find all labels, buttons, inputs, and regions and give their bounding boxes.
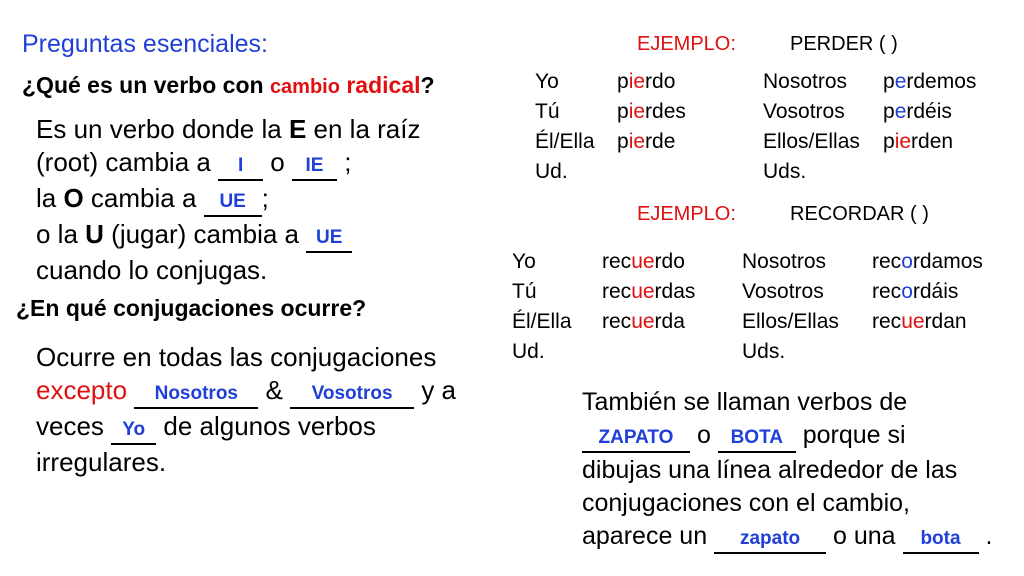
answer-vosotros: Vosotros — [290, 377, 414, 410]
text: (jugar) cambia a — [103, 219, 307, 249]
verb-form — [872, 307, 967, 336]
question-conjugaciones: ¿En qué conjugaciones ocurre? — [16, 295, 367, 321]
stem-change: ue — [901, 310, 925, 333]
verb-form — [872, 277, 958, 306]
text: ; — [337, 147, 352, 177]
stem-change: ue — [631, 250, 655, 273]
occurs-line-4: irregulares. — [36, 447, 167, 477]
stem-change: ie — [894, 130, 912, 153]
text: ; — [261, 183, 269, 213]
verb-part: rdo — [645, 70, 676, 93]
answer-yo: Yo — [111, 413, 156, 446]
stem-change: ie — [628, 70, 646, 93]
answer-bota: bota — [903, 522, 979, 555]
pronoun: Tú — [535, 100, 560, 123]
bottom-line-4: conjugaciones con el cambio, — [582, 489, 910, 517]
conjugation-row — [512, 307, 1017, 337]
q1-pre: ¿Qué es un verbo con — [22, 72, 270, 98]
pronoun: Yo — [512, 250, 536, 273]
stem-change: ie — [628, 100, 646, 123]
occurs-line-3 — [36, 410, 456, 446]
verb-part: p — [883, 70, 895, 93]
example-1-verb: PERDER ( ) — [790, 33, 898, 55]
explain-line-1 — [36, 113, 420, 146]
answer-ue-1: UE — [204, 185, 262, 218]
verb-part: rec — [602, 280, 632, 303]
verb-form — [602, 247, 685, 276]
conjugation-row — [535, 157, 1015, 187]
verb-form — [602, 307, 685, 336]
q1-radical: radical — [339, 72, 421, 98]
pronoun: Ellos/Ellas — [763, 130, 860, 153]
verb-part: rec — [872, 310, 902, 333]
verb-form — [617, 67, 675, 96]
verb-part: p — [617, 100, 629, 123]
verb-part: rden — [911, 130, 954, 153]
text: o — [690, 421, 718, 449]
answer-zapato: zapato — [714, 522, 826, 555]
answer-ie: IE — [292, 149, 337, 182]
explanation-block — [36, 113, 420, 287]
occurs-line-2 — [36, 374, 456, 410]
conjugation-row — [535, 127, 1015, 157]
conjugation-row — [512, 277, 1017, 307]
verb-form — [872, 247, 983, 276]
verb-part: rdas — [654, 280, 696, 303]
text: & — [258, 375, 291, 405]
bottom-line-2 — [582, 419, 992, 454]
letter-o: O — [63, 183, 84, 213]
answer-bota-caps: BOTA — [718, 421, 796, 454]
verb-part: rdan — [924, 310, 967, 333]
bottom-line-3: dibujas una línea alrededor de las — [582, 456, 958, 484]
verb-part: rec — [872, 250, 902, 273]
conjugation-row — [535, 97, 1015, 127]
stem-change: e — [894, 100, 907, 123]
text: la — [36, 183, 64, 213]
text: y a — [414, 375, 457, 405]
occurs-line-1: Ocurre en todas las conjugaciones — [36, 342, 437, 372]
verb-part: rec — [872, 280, 902, 303]
text: o una — [826, 522, 903, 550]
stem-change: ue — [631, 310, 655, 333]
pronoun: Él/Ella — [512, 310, 572, 333]
pronoun: Vosotros — [742, 280, 824, 303]
text: o la — [36, 219, 86, 249]
zapato-bota-block — [582, 386, 992, 555]
verb-part: rdamos — [912, 250, 983, 273]
verb-part: rda — [654, 310, 685, 333]
example-1-label: EJEMPLO: — [637, 33, 736, 55]
text: cambia a — [83, 183, 204, 213]
pronoun: Nosotros — [742, 250, 827, 273]
pronoun: Uds. — [742, 340, 786, 363]
answer-zapato-caps: ZAPATO — [582, 421, 690, 454]
verb-part: rec — [602, 250, 632, 273]
bottom-line-1: También se llaman verbos de — [582, 388, 908, 416]
verb-part: p — [883, 100, 895, 123]
pronoun: Uds. — [763, 160, 807, 183]
letter-e: E — [288, 114, 307, 144]
stem-change: ue — [631, 280, 655, 303]
verb-form — [617, 127, 675, 156]
text: . — [978, 522, 993, 550]
q1-end: ? — [420, 72, 435, 98]
verb-part: rde — [645, 130, 676, 153]
text: en la raíz — [306, 114, 421, 144]
text: Es un verbo donde la — [36, 114, 289, 144]
text: porque si — [795, 421, 906, 449]
pronoun: Ellos/Ellas — [742, 310, 839, 333]
heading-preguntas: Preguntas esenciales: — [22, 30, 268, 58]
conjugation-row — [512, 247, 1017, 277]
stem-change: e — [894, 70, 907, 93]
stem-change: o — [901, 280, 913, 303]
verb-part: rdes — [645, 100, 686, 123]
explain-line-4 — [36, 218, 420, 254]
verb-form — [883, 67, 976, 96]
explain-line-5: cuando lo conjugas. — [36, 255, 268, 285]
conjugation-row — [535, 67, 1015, 97]
verb-part: rdemos — [906, 70, 977, 93]
verb-part: p — [617, 70, 629, 93]
text: o — [263, 147, 292, 177]
verb-part: rdéis — [906, 100, 952, 123]
pronoun: Tú — [512, 280, 537, 303]
verb-form — [617, 97, 686, 126]
answer-i: I — [218, 149, 263, 182]
example-2-label: EJEMPLO: — [637, 203, 736, 225]
text: aparece un — [582, 522, 715, 550]
text-excepto: excepto — [36, 375, 135, 405]
text: (root) cambia a — [36, 147, 219, 177]
stem-change: o — [901, 250, 913, 273]
q1-cambio: cambio — [269, 76, 340, 98]
verb-form — [602, 277, 695, 306]
question-verbo-radical — [22, 72, 435, 99]
verb-part: rdáis — [912, 280, 959, 303]
stem-change: ie — [628, 130, 646, 153]
answer-nosotros: Nosotros — [134, 377, 258, 410]
verb-form — [883, 127, 953, 156]
verb-part: p — [617, 130, 629, 153]
explain-line-2 — [36, 146, 420, 182]
verb-part: rdo — [654, 250, 685, 273]
example-2-table — [512, 247, 1017, 367]
conjugation-row — [512, 337, 1017, 367]
pronoun: Nosotros — [763, 70, 848, 93]
pronoun: Ud. — [535, 160, 568, 183]
explain-line-3 — [36, 182, 420, 218]
verb-form — [883, 97, 952, 126]
pronoun: Yo — [535, 70, 559, 93]
text: veces — [36, 411, 112, 441]
text: de algunos verbos — [156, 411, 376, 441]
answer-ue-2: UE — [306, 221, 352, 254]
example-1-table — [535, 67, 1015, 187]
occurs-block — [36, 341, 456, 479]
pronoun: Vosotros — [763, 100, 845, 123]
letter-u: U — [85, 219, 104, 249]
verb-part: rec — [602, 310, 632, 333]
example-2-verb: RECORDAR ( ) — [790, 203, 929, 225]
bottom-line-5 — [582, 520, 992, 555]
verb-part: p — [883, 130, 895, 153]
pronoun: Él/Ella — [535, 130, 595, 153]
pronoun: Ud. — [512, 340, 545, 363]
